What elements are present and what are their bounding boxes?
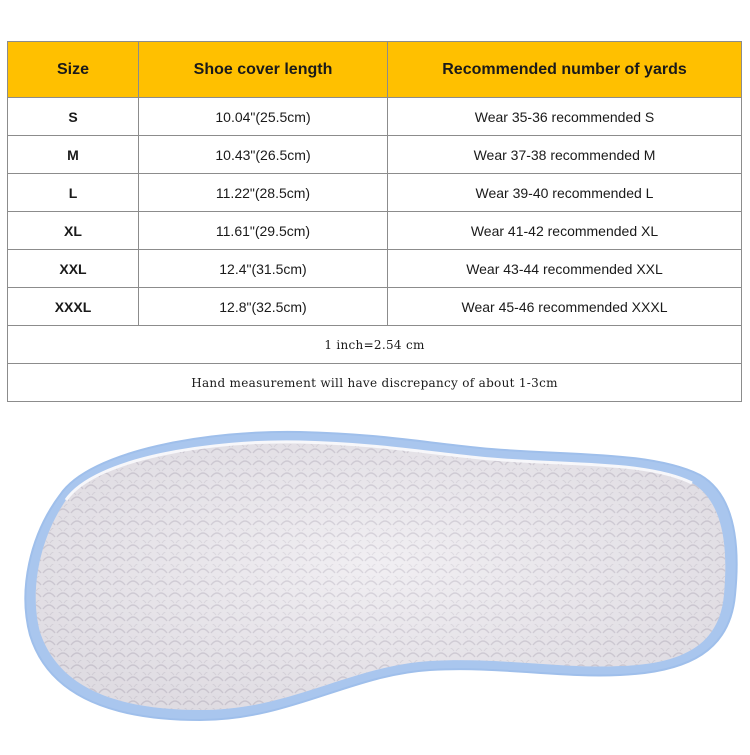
size-cell: XXL bbox=[8, 250, 139, 288]
length-cell: 11.22"(28.5cm) bbox=[139, 174, 388, 212]
size-cell: XXXL bbox=[8, 288, 139, 326]
discrepancy-note: Hand measurement will have discrepancy of about 1-3cm bbox=[8, 364, 742, 402]
header-recommended-yards: Recommended number of yards bbox=[388, 42, 742, 98]
header-shoe-cover-length: Shoe cover length bbox=[139, 42, 388, 98]
table-row bbox=[8, 212, 742, 250]
table-row bbox=[8, 136, 742, 174]
table-row bbox=[8, 174, 742, 212]
size-cell: S bbox=[8, 98, 139, 136]
shoe-sole-illustration bbox=[0, 420, 750, 750]
table-row bbox=[8, 98, 742, 136]
conversion-note: 1 inch=2.54 cm bbox=[8, 326, 742, 364]
table-row bbox=[8, 250, 742, 288]
yards-cell: Wear 35-36 recommended S bbox=[388, 98, 742, 136]
yards-cell: Wear 45-46 recommended XXXL bbox=[388, 288, 742, 326]
table-row bbox=[8, 288, 742, 326]
length-cell: 12.8"(32.5cm) bbox=[139, 288, 388, 326]
yards-cell: Wear 37-38 recommended M bbox=[388, 136, 742, 174]
length-cell: 10.43"(26.5cm) bbox=[139, 136, 388, 174]
length-cell: 12.4"(31.5cm) bbox=[139, 250, 388, 288]
yards-cell: Wear 39-40 recommended L bbox=[388, 174, 742, 212]
conversion-note-row bbox=[8, 326, 742, 364]
yards-cell: Wear 41-42 recommended XL bbox=[388, 212, 742, 250]
yards-cell: Wear 43-44 recommended XXL bbox=[388, 250, 742, 288]
size-cell: M bbox=[8, 136, 139, 174]
discrepancy-note-row bbox=[8, 364, 742, 402]
shoe-sole-image bbox=[0, 420, 750, 750]
size-cell: L bbox=[8, 174, 139, 212]
length-cell: 11.61"(29.5cm) bbox=[139, 212, 388, 250]
length-cell: 10.04"(25.5cm) bbox=[139, 98, 388, 136]
table-header-row bbox=[8, 42, 742, 98]
header-size: Size bbox=[8, 42, 139, 98]
size-cell: XL bbox=[8, 212, 139, 250]
size-chart-table bbox=[7, 41, 742, 402]
